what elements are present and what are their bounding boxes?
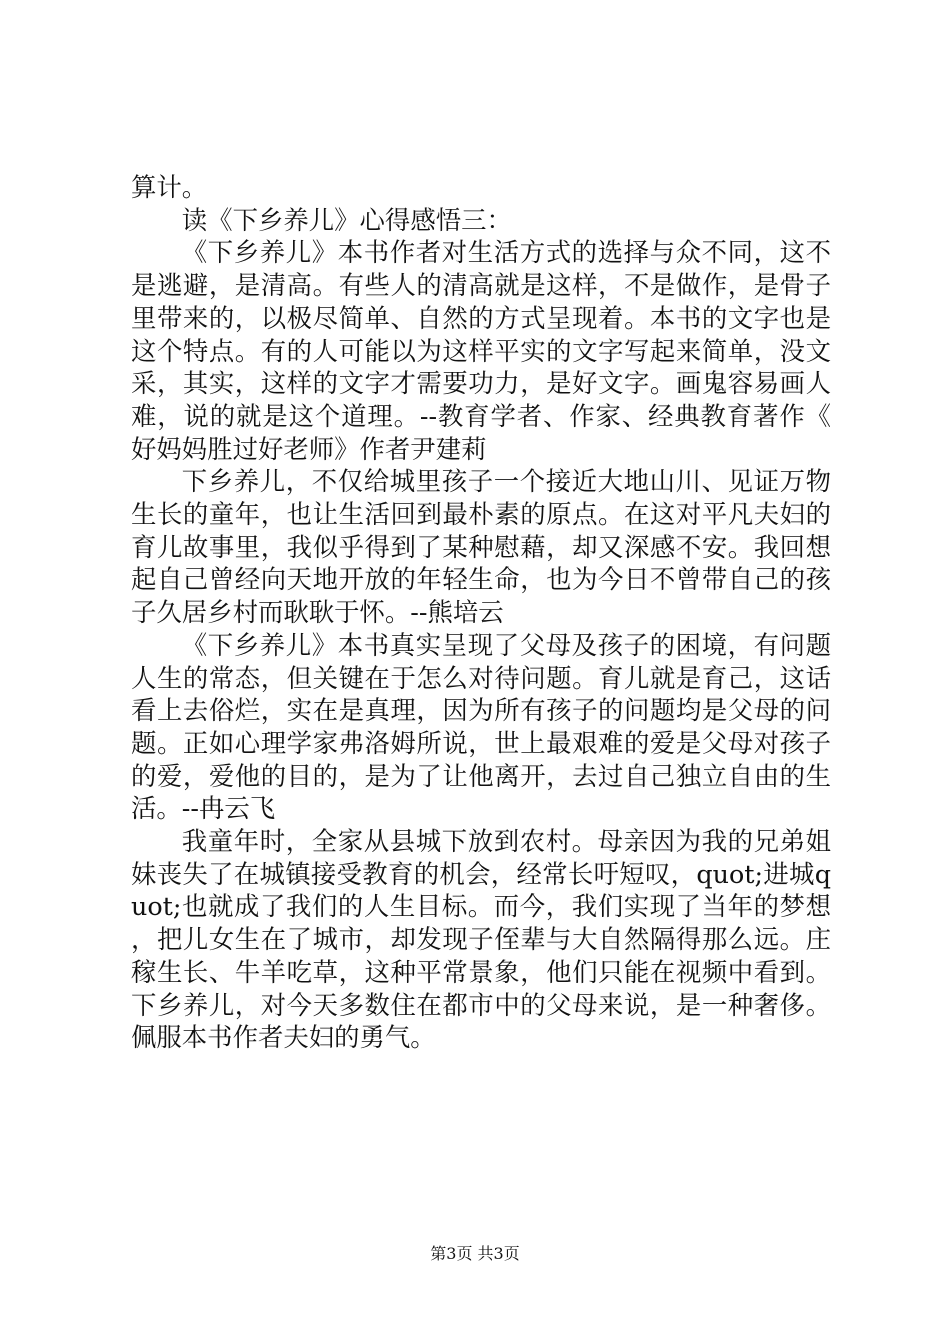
paragraph-ran-yunfei: 《下乡养儿》本书真实呈现了父母及孩子的困境，有问题人生的常态，但关键在于怎么对待问题。育儿就是育己，这话看上去俗烂，实在是真理，因为所有孩子的问题均是父母的问题。正如心理学家弗洛姆所说，世上最艰难的爱是父母对孩子的爱，爱他的目的，是为了让他离开，去过自己独立自由的生活。--冉云飞 bbox=[131, 629, 831, 824]
page-number-footer: 第3页 共3页 bbox=[430, 1244, 520, 1263]
section-heading: 读《下乡养儿》心得感悟三： bbox=[181, 204, 512, 235]
paragraph-xiong-peiyun: 下乡养儿，不仅给城里孩子一个接近大地山川、见证万物生长的童年，也让生活回到最朴素的原点。在这对平凡夫妇的育儿故事里，我似乎得到了某种慰藉，却又深感不安。我回想起自己曾经向天地开放的年轻生命，也为今日不曾带自己的孩子久居乡村而耿耿于怀。--熊培云 bbox=[131, 466, 831, 628]
paragraph-yin-jianli: 《下乡养儿》本书作者对生活方式的选择与众不同，这不是逃避，是清高。有些人的清高就是这样，不是做作，是骨子里带来的，以极尽简单、自然的方式呈现着。本书的文字也是这个特点。有的人可能以为这样平实的文字写起来简单，没文采，其实，这样的文字才需要功力，是好文字。画鬼容易画人难，说的就是这个道理。--教育学者、作家、经典教育著作《好妈妈胜过好老师》作者尹建莉 bbox=[131, 237, 831, 464]
document-body bbox=[131, 171, 831, 1054]
paragraph-continuation: 算计。 bbox=[131, 172, 208, 202]
paragraph-childhood: 我童年时，全家从县城下放到农村。母亲因为我的兄弟姐妹丧失了在城镇接受教育的机会，经常长吁短叹，quot;进城quot;也就成了我们的人生目标。而今，我们实现了当年的梦想，把儿女生在了城市，却发现子侄辈与大自然隔得那么远。庄稼生长、牛羊吃草，这种平常景象，他们只能在视频中看到。下乡养儿，对今天多数住在都市中的父母来说，是一种奢侈。佩服本书作者夫妇的勇气。 bbox=[131, 826, 831, 1053]
